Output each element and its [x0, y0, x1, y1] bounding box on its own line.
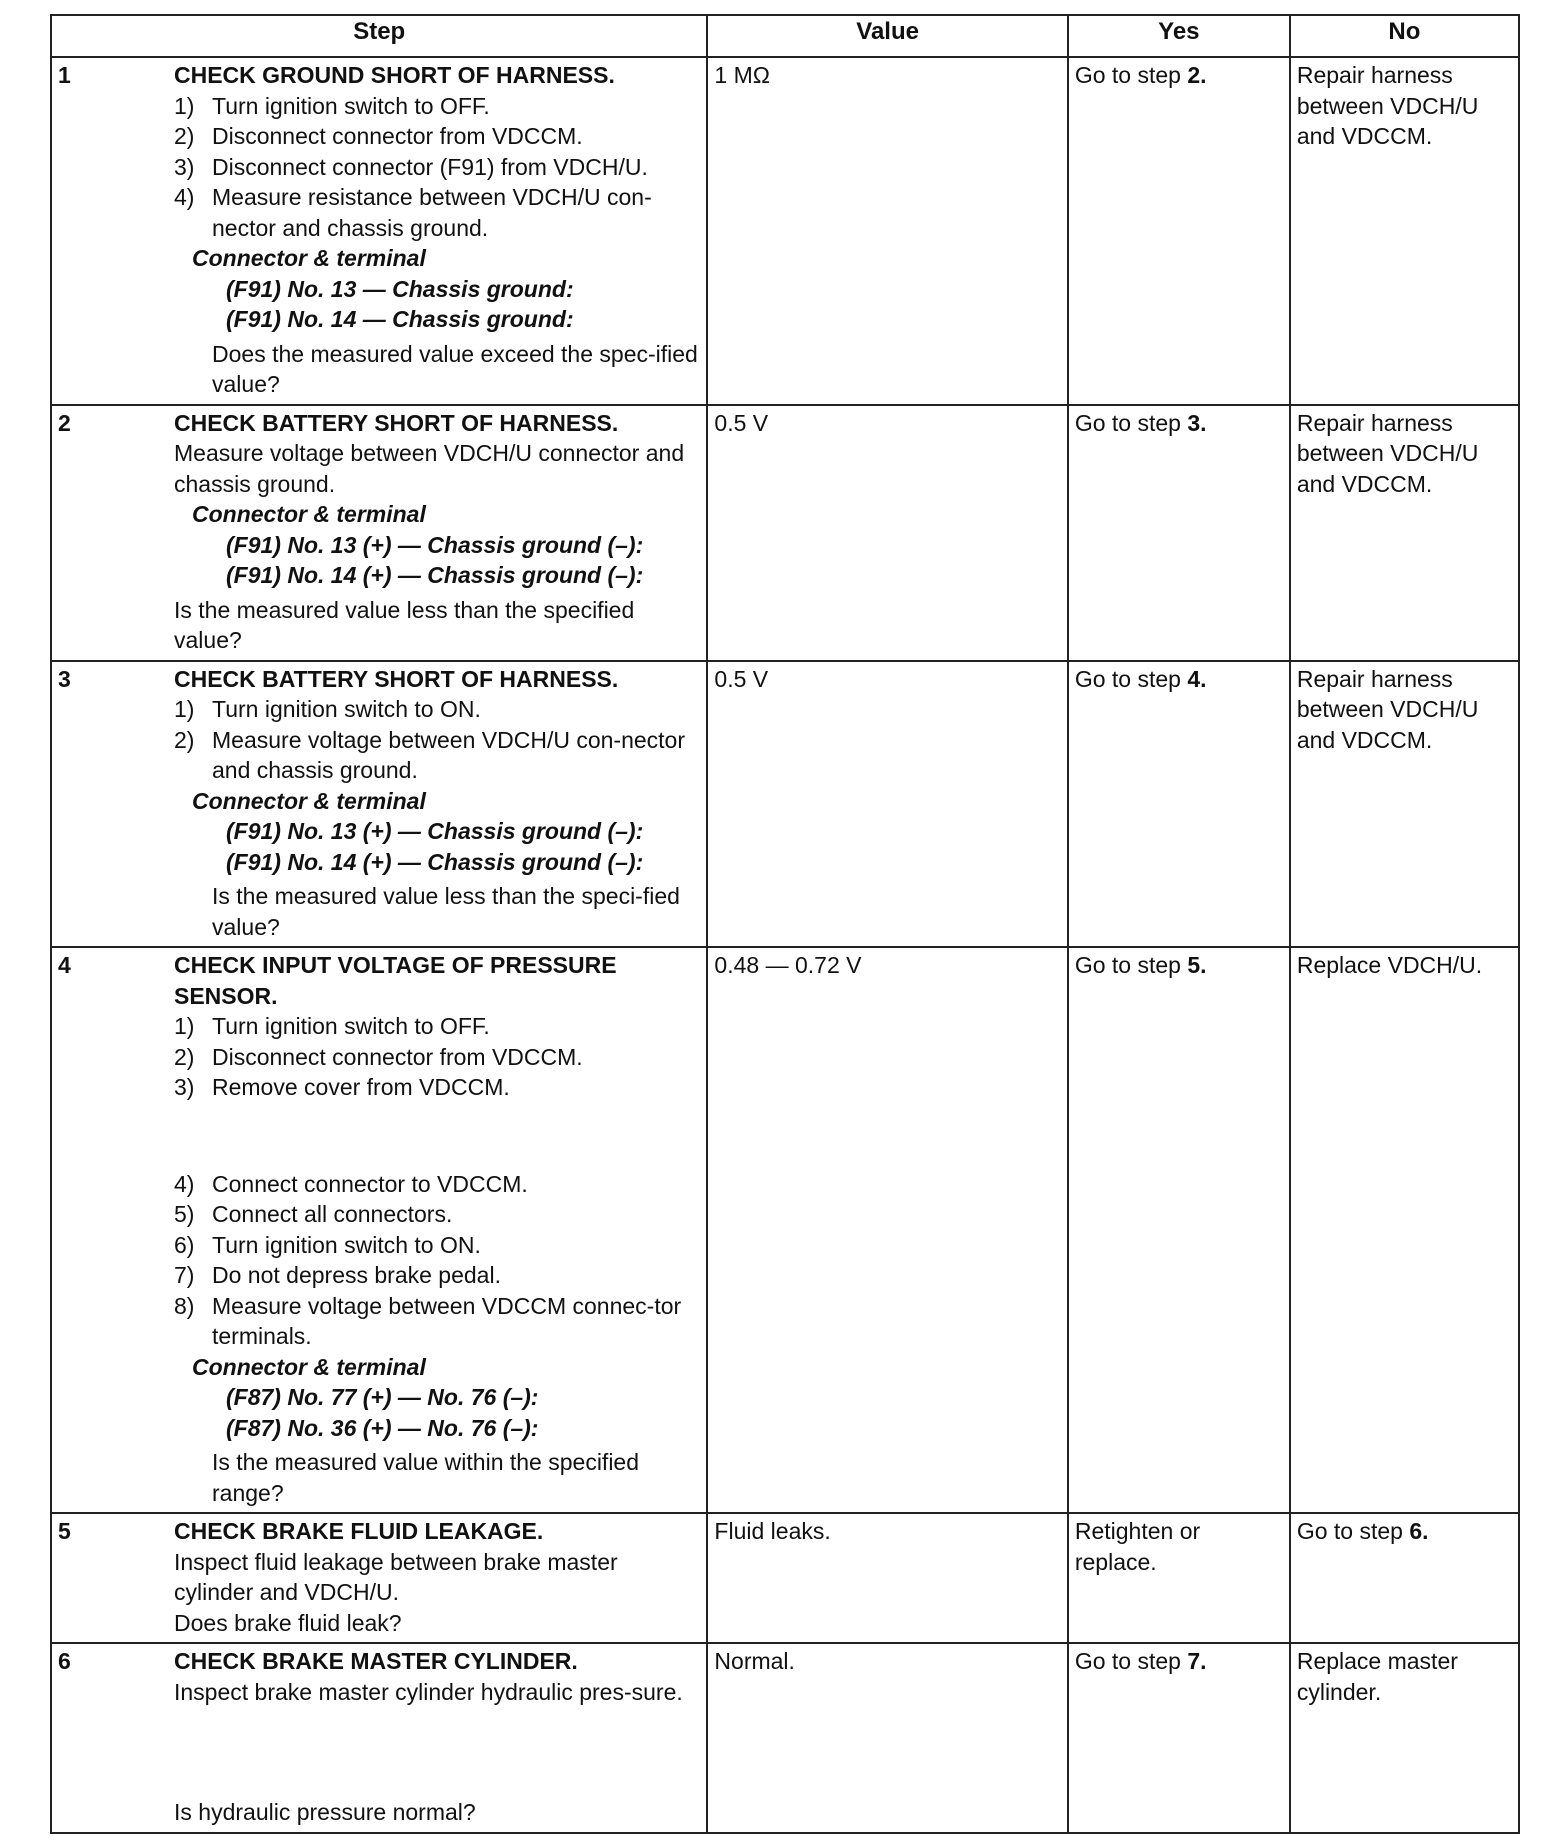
substep: 7) Do not depress brake pedal.: [174, 1262, 501, 1288]
table-row-step-1: [51, 57, 1519, 405]
connector-terminal-label: Connector & terminal: [192, 245, 426, 271]
step-title: CHECK INPUT VOLTAGE OF PRESSURE SENSOR.: [174, 952, 617, 1009]
value-cell: 0.5 V: [707, 405, 1067, 661]
table-row-step-2: [51, 405, 1519, 661]
no-cell: Repair harness between VDCH/U and VDCCM.: [1290, 405, 1519, 661]
substep: 8) Measure voltage between VDCCM connec-tor terminals.: [174, 1292, 682, 1349]
step-number: 1: [58, 62, 71, 88]
terminal-spec: (F91) No. 14 (+) — Chassis ground (–):: [226, 848, 644, 875]
diagnostic-table: [50, 14, 1520, 1834]
step-title: CHECK BRAKE MASTER CYLINDER.: [174, 1648, 578, 1674]
no-cell: Go to step 6.: [1290, 1513, 1519, 1643]
substep: 1) Turn ignition switch to OFF.: [174, 1013, 490, 1039]
step-question: Does the measured value exceed the spec-ified value?: [212, 340, 698, 397]
step-number: 5: [58, 1518, 71, 1544]
step-question: Does brake fluid leak?: [174, 1609, 402, 1636]
terminal-spec: (F87) No. 77 (+) — No. 76 (–):: [226, 1384, 539, 1410]
step-title: CHECK BATTERY SHORT OF HARNESS.: [174, 409, 619, 436]
figure-spacer: [174, 1707, 700, 1797]
substep: 2) Disconnect connector from VDCCM.: [174, 123, 583, 149]
step-question: Is the measured value within the specified range?: [212, 1449, 640, 1506]
value-cell: Normal.: [707, 1643, 1067, 1833]
no-cell: Replace master cylinder.: [1290, 1643, 1519, 1833]
yes-cell: Go to step 5.: [1068, 947, 1290, 1513]
step-instruction: Inspect brake master cylinder hydraulic pres-sure.: [174, 1678, 683, 1705]
table-row-step-3: [51, 661, 1519, 948]
step-cell: [51, 1643, 707, 1833]
value-cell: 0.48 — 0.72 V: [707, 947, 1067, 1513]
substep: 4) Measure resistance between VDCH/U con-nector and chassis ground.: [174, 184, 652, 241]
header-yes: Yes: [1068, 15, 1290, 57]
no-cell: Replace VDCH/U.: [1290, 947, 1519, 1513]
step-cell: [51, 661, 707, 948]
substep: 1) Turn ignition switch to ON.: [174, 696, 481, 722]
substep: 3) Disconnect connector (F91) from VDCH/U.: [174, 153, 648, 180]
connector-terminal-label: Connector & terminal: [192, 1353, 426, 1380]
step-number: 3: [58, 665, 71, 692]
table-header-row: [51, 15, 1519, 57]
terminal-spec: (F91) No. 13 (+) — Chassis ground (–):: [226, 818, 644, 844]
yes-cell: Go to step 7.: [1068, 1643, 1290, 1833]
step-title: CHECK BRAKE FLUID LEAKAGE.: [174, 1518, 544, 1544]
step-title: CHECK BATTERY SHORT OF HARNESS.: [174, 665, 619, 692]
connector-terminal-label: Connector & terminal: [192, 501, 426, 527]
table-row-step-4: [51, 947, 1519, 1513]
header-value: Value: [707, 15, 1067, 57]
header-step: Step: [51, 15, 707, 57]
step-question: Is the measured value less than the specified value?: [174, 596, 635, 653]
step-cell: [51, 405, 707, 661]
substep: 6) Turn ignition switch to ON.: [174, 1231, 481, 1258]
step-number: 4: [58, 952, 71, 978]
yes-cell: Go to step 2.: [1068, 57, 1290, 405]
yes-cell: Go to step 3.: [1068, 405, 1290, 661]
no-cell: Repair harness between VDCH/U and VDCCM.: [1290, 57, 1519, 405]
step-instruction: Measure voltage between VDCH/U connector and chassis ground.: [174, 440, 685, 497]
terminal-spec: (F87) No. 36 (+) — No. 76 (–):: [226, 1414, 539, 1441]
substep: 2) Disconnect connector from VDCCM.: [174, 1043, 583, 1070]
terminal-spec: (F91) No. 13 (+) — Chassis ground (–):: [226, 531, 644, 558]
connector-terminal-label: Connector & terminal: [192, 787, 426, 814]
value-cell: Fluid leaks.: [707, 1513, 1067, 1643]
figure-spacer: [174, 1103, 700, 1169]
terminal-spec: (F91) No. 14 (+) — Chassis ground (–):: [226, 562, 644, 588]
yes-cell: Go to step 4.: [1068, 661, 1290, 948]
header-no: No: [1290, 15, 1519, 57]
step-question: Is hydraulic pressure normal?: [174, 1799, 476, 1825]
substep: 1) Turn ignition switch to OFF.: [174, 92, 490, 119]
step-number: 2: [58, 409, 71, 436]
substep: 3) Remove cover from VDCCM.: [174, 1074, 510, 1100]
terminal-spec: (F91) No. 13 — Chassis ground:: [226, 275, 574, 302]
value-cell: 0.5 V: [707, 661, 1067, 948]
step-question: Is the measured value less than the speci-fied value?: [212, 883, 680, 940]
yes-cell: Retighten or replace.: [1068, 1513, 1290, 1643]
step-cell: [51, 1513, 707, 1643]
table-row-step-6: [51, 1643, 1519, 1833]
step-cell: [51, 947, 707, 1513]
terminal-spec: (F91) No. 14 — Chassis ground:: [226, 306, 574, 332]
table-row-step-5: [51, 1513, 1519, 1643]
step-instruction: Inspect fluid leakage between brake master cylinder and VDCH/U.: [174, 1548, 618, 1605]
step-number: 6: [58, 1648, 71, 1674]
substep: 5) Connect all connectors.: [174, 1201, 453, 1227]
diagnostic-table-document: [50, 14, 1520, 1834]
value-cell: 1 MΩ: [707, 57, 1067, 405]
step-cell: [51, 57, 707, 405]
substep: 2) Measure voltage between VDCH/U con-nector and chassis ground.: [174, 726, 686, 783]
step-title: CHECK GROUND SHORT OF HARNESS.: [174, 62, 615, 88]
substep: 4) Connect connector to VDCCM.: [174, 1170, 528, 1197]
no-cell: Repair harness between VDCH/U and VDCCM.: [1290, 661, 1519, 948]
